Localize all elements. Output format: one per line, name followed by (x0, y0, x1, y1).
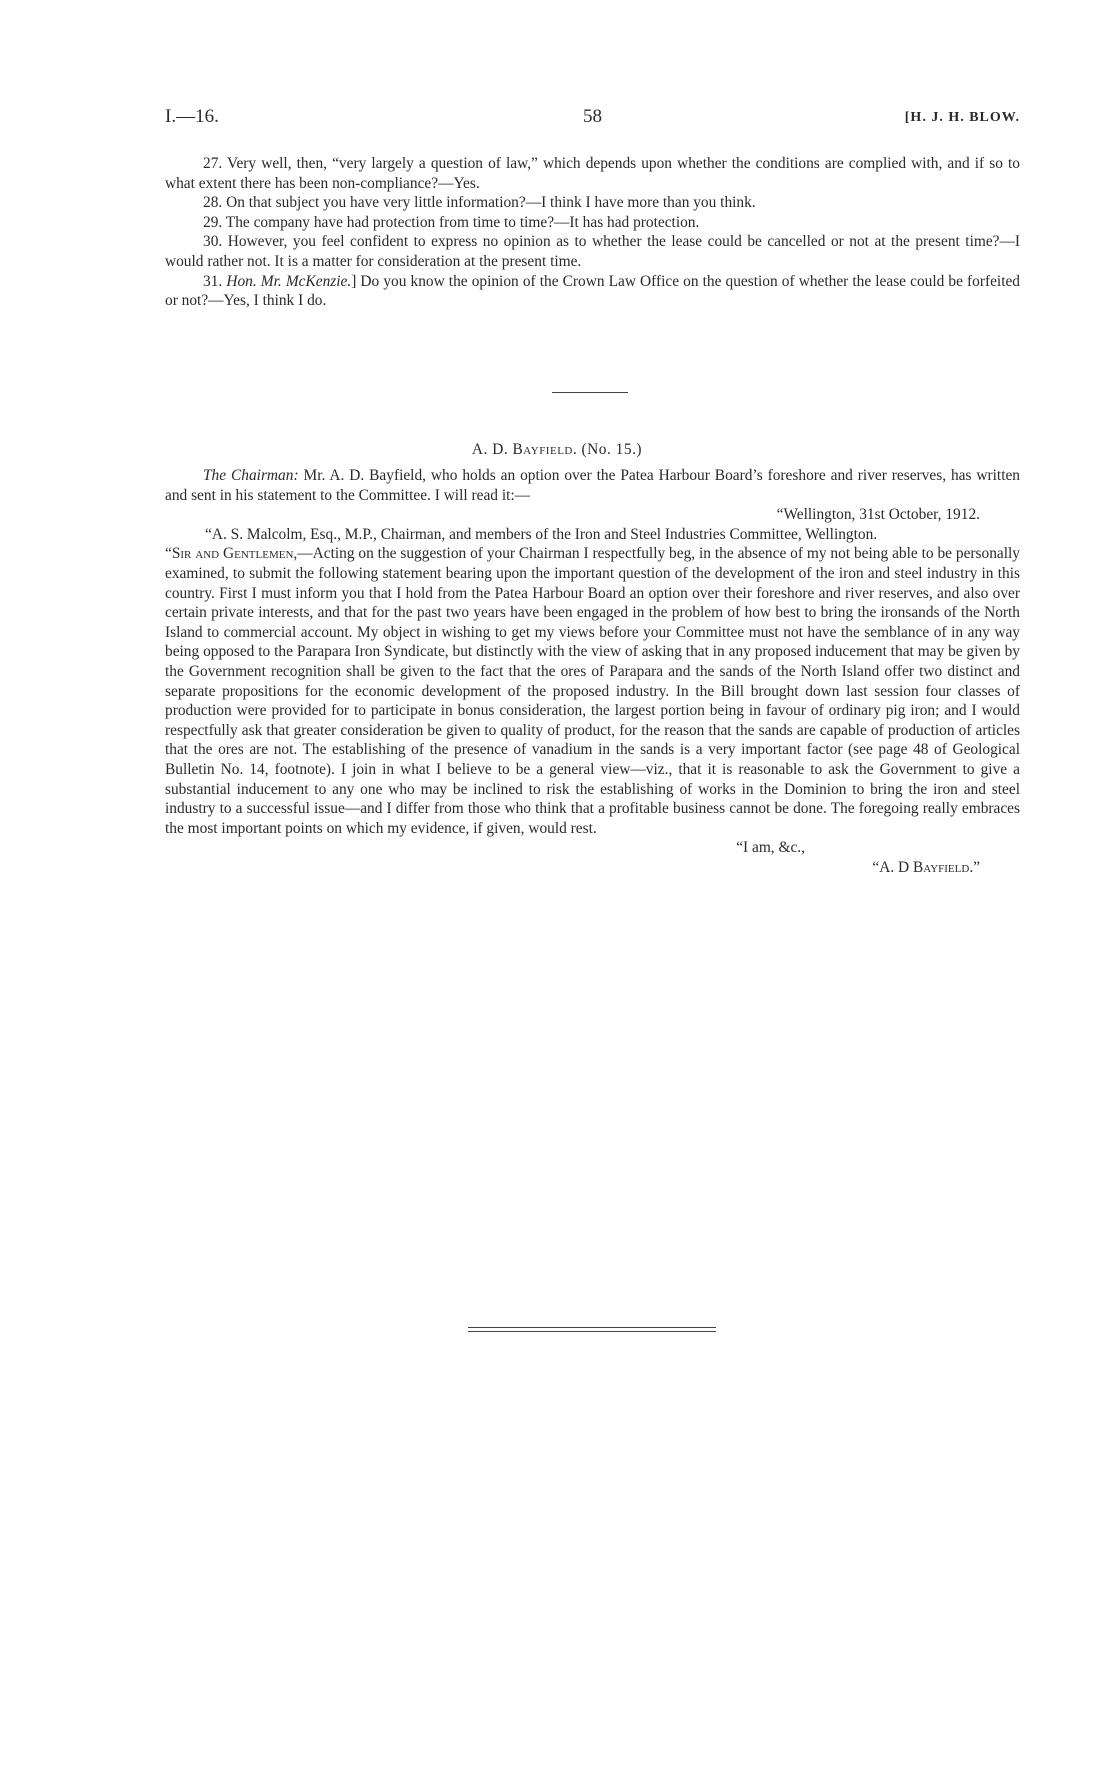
chairman-intro-text: Mr. A. D. Bayfield, who holds an option over the Patea Harbour Board’s foreshore and river reserves, has written and sent in his statement to the Committee. I will read it:— (165, 467, 1020, 504)
question-31-text: ] Do you know the opinion of the Crown Law Office on the question of whether the lease could be forfeited or not?—Yes, I think I do. (165, 272, 1020, 310)
question-29: 29. The company have had protection from time to time?—It has had protection. (203, 213, 700, 231)
witness-header: [H. J. H. BLOW. (904, 110, 1020, 125)
letter-section (165, 466, 1020, 877)
question-27: 27. Very well, then, “very largely a question of law,” which depends upon whether the conditions are complied with, and if so to what extent there has been non-compliance?—Yes. (165, 155, 1020, 192)
question-30: 30. However, you feel confident to express no opinion as to whether the lease could be cancelled or not at the present time?—I would rather not. It is a matter for consideration at the present time. (165, 233, 1020, 270)
letter-body-text: —Acting on the suggestion of your Chairman I respectfully beg, in the absence of my not being able to be personally examined, to submit the following statement bearing upon the important question of the development of the iron and steel industry in this country. First I must inform you that I hold from the Patea Harbour Board an option over their foreshore and river reserves, and also over certain private interests, and that for the past two years have been engaged in the problem of how best to bring the ironsands of the North Island to commercial account. My object in wishing to get my views before your Committee must not have the semblance of in any way being opposed to the Parapara Iron Syndicate, but distinctly with the view of asking that in any proposed inducement that may be given by the Government recognition shall be given to the fact that the ores of Parapara and the sands of the North Island offer two distinct and separate propositions for the economic development of the proposed industry. In the Bill brought down last session four classes of production were provided for to participate in bonus consideration, the largest portion being in favour of ordinary pig iron; and I would respectfully ask that greater consideration be given to quality of product, for the reason that the sands are capable of production of articles that the ores are not. The establishing of the presence of vanadium in the sands is a very important factor (see page 48 of Geological Bulletin No. 14, footnote). I join in what I believe to be a general view—viz., that it is reasonable to ask the Government to give a substantial inducement to any one who may be inclined to risk the establishing of works in the Dominion to bring the iron and steel industry to a successful issue—and I differ from those who think that a profitable business cannot be done. The foregoing really embraces the most important points on which my evidence, if given, would rest. (165, 545, 1020, 837)
page-number: 58 (583, 106, 602, 127)
chairman-intro (165, 466, 1020, 505)
letter-salutation: “Sir and Gentlemen, (165, 545, 298, 563)
witness-number: . (No. 15.) (572, 441, 643, 458)
letter-dateline: “Wellington, 31st October, 1912. (776, 506, 980, 524)
witness-surname: Bayfield (512, 441, 573, 458)
letter-body (165, 544, 1020, 838)
witness-heading (0, 441, 1114, 459)
chairman-label: The Chairman: (203, 467, 299, 484)
page-header (165, 106, 1020, 132)
witness-initials: A. D. (471, 441, 513, 458)
question-31 (165, 272, 1020, 311)
question-28: 28. On that subject you have very little information?—I think I have more than you think. (203, 194, 756, 212)
letter-closing: “I am, &c., (736, 839, 805, 857)
letter-signature: “A. D Bayfield.” (872, 858, 980, 876)
letter-addressee: “A. S. Malcolm, Esq., M.P., Chairman, and members of the Iron and Steel Industries Committee, Wellington. (205, 525, 878, 543)
question-31-speaker: Hon. Mr. McKenzie. (226, 272, 352, 290)
end-rule-bottom (468, 1331, 716, 1332)
question-answer-section (165, 154, 1020, 311)
end-rule-top (468, 1327, 716, 1328)
document-reference: I.—16. (165, 106, 219, 127)
question-31-number: 31. (203, 272, 227, 290)
section-divider (552, 392, 628, 393)
